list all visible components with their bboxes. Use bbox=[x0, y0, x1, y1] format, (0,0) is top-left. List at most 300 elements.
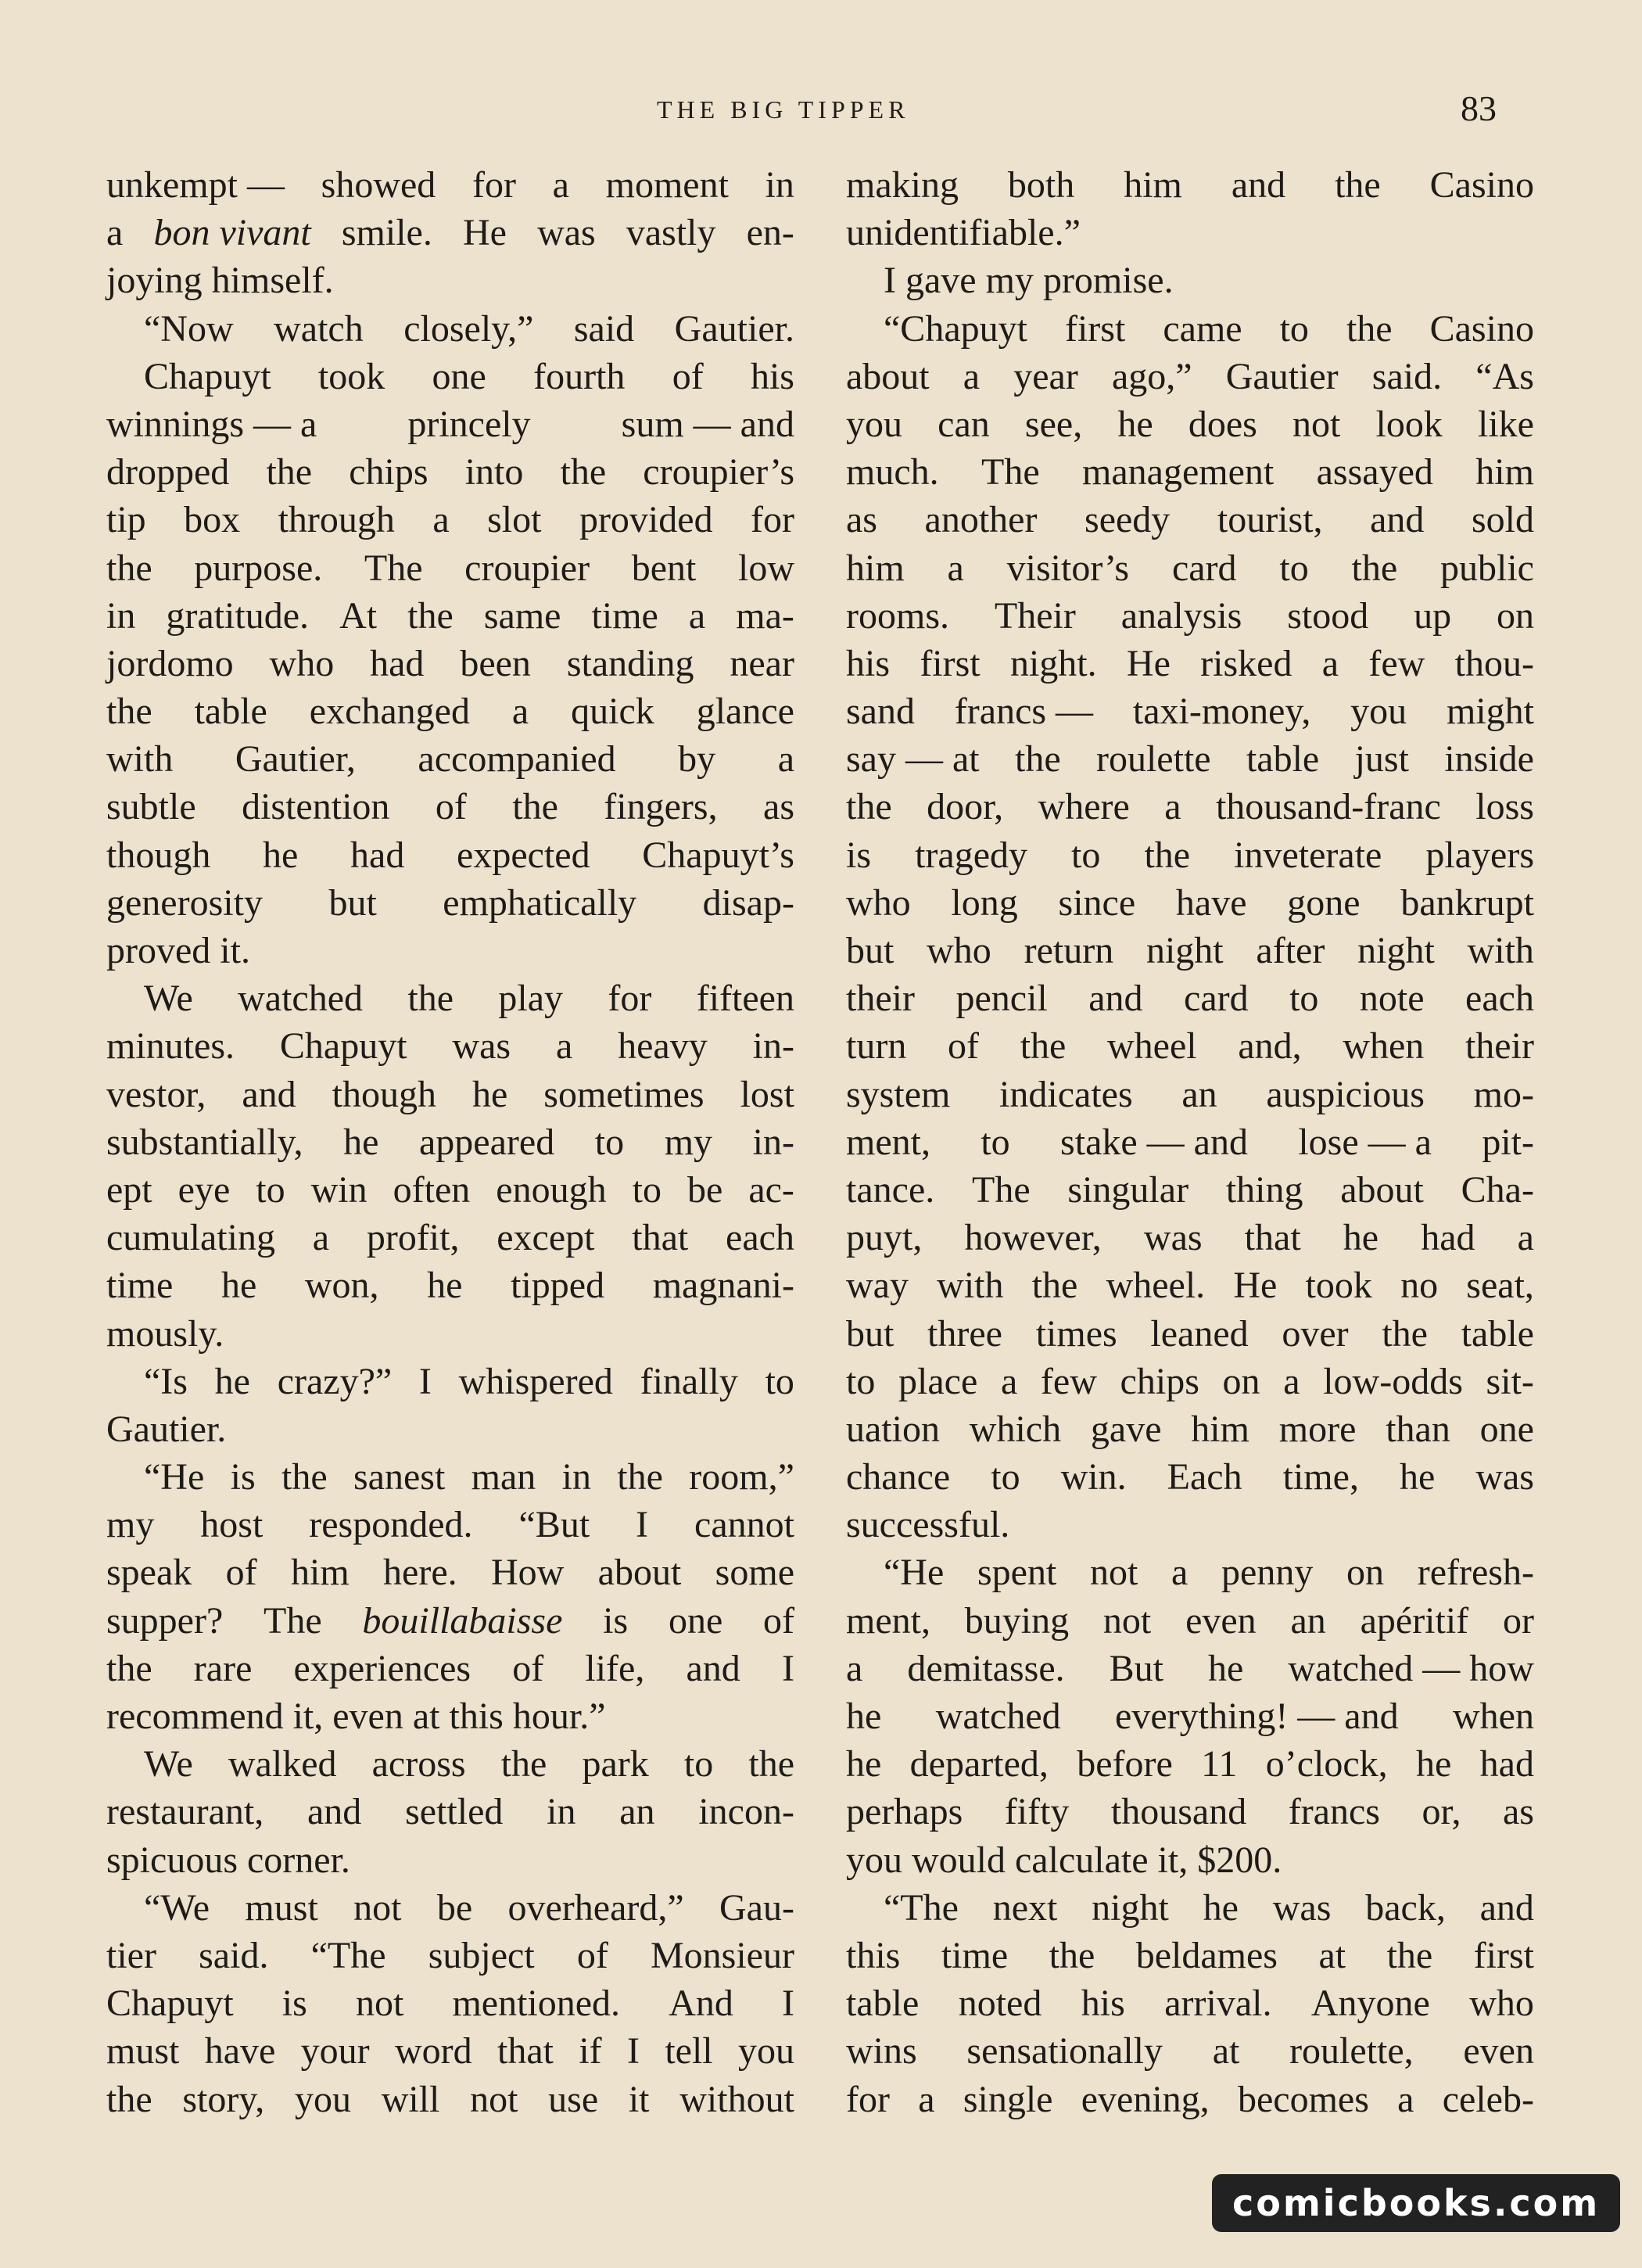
word: across bbox=[371, 1743, 466, 1785]
word: overheard,” bbox=[507, 1886, 684, 1929]
word: next bbox=[992, 1886, 1058, 1929]
text-line bbox=[846, 1692, 1534, 1740]
word: as bbox=[1503, 1791, 1534, 1833]
word: analysis bbox=[1120, 594, 1242, 637]
text-line bbox=[106, 1884, 794, 1932]
word: a bbox=[947, 547, 964, 589]
word: the bbox=[1049, 1934, 1095, 1976]
word: it, bbox=[1157, 1839, 1188, 1881]
word: bent bbox=[631, 547, 697, 589]
word: corner. bbox=[247, 1839, 350, 1881]
word: first bbox=[920, 642, 981, 684]
word: taxi-money, bbox=[1132, 691, 1311, 733]
word: to bbox=[765, 1360, 794, 1402]
word: card bbox=[1171, 547, 1237, 589]
word: and bbox=[1370, 499, 1425, 541]
word: The bbox=[972, 1168, 1031, 1211]
word: a bbox=[963, 355, 981, 397]
word: watched bbox=[935, 1696, 1061, 1737]
word: you bbox=[1350, 691, 1407, 733]
word: Chapuyt bbox=[106, 1983, 234, 2025]
word: proved bbox=[106, 930, 211, 971]
word: with bbox=[1467, 930, 1534, 971]
word: a bbox=[1321, 642, 1339, 684]
word: and bbox=[1088, 978, 1143, 1020]
word: the bbox=[1014, 738, 1061, 781]
word: him bbox=[291, 1552, 350, 1594]
word: look bbox=[1375, 403, 1443, 445]
word: apéritif bbox=[1360, 1599, 1469, 1642]
word: some bbox=[715, 1552, 794, 1594]
text-line bbox=[846, 1071, 1534, 1118]
word: not bbox=[1102, 1599, 1152, 1642]
word: At bbox=[339, 594, 378, 637]
text-line bbox=[846, 927, 1534, 974]
word: “Now bbox=[144, 307, 234, 350]
word: finally bbox=[640, 1360, 738, 1402]
word: a bbox=[312, 1217, 330, 1259]
word: each bbox=[1465, 978, 1534, 1020]
text-line bbox=[106, 1501, 794, 1548]
word: a bbox=[1164, 786, 1181, 828]
text-line bbox=[846, 496, 1534, 544]
word: to bbox=[1289, 978, 1319, 1020]
text-line bbox=[846, 1788, 1534, 1836]
text-line bbox=[846, 161, 1534, 209]
word: to bbox=[594, 1121, 625, 1163]
word: the bbox=[266, 451, 313, 493]
word: “Chapuyt bbox=[884, 307, 1027, 350]
word: the bbox=[560, 451, 607, 493]
word: standing bbox=[566, 642, 694, 684]
text-line bbox=[106, 640, 794, 687]
word: Gautier. bbox=[106, 1408, 227, 1450]
word: slot bbox=[487, 499, 542, 541]
word: box bbox=[184, 499, 241, 541]
word: expected bbox=[457, 834, 590, 876]
word: and bbox=[242, 1073, 296, 1115]
text-line bbox=[846, 400, 1534, 448]
word: night. bbox=[1009, 642, 1097, 684]
word: he bbox=[1399, 1456, 1436, 1498]
word: he bbox=[1208, 1647, 1244, 1689]
word: like bbox=[1477, 403, 1534, 445]
word: sanest bbox=[353, 1456, 446, 1498]
word: pencil bbox=[955, 978, 1048, 1020]
word: at bbox=[412, 1696, 440, 1737]
word: incon- bbox=[698, 1791, 794, 1833]
text-line bbox=[106, 496, 794, 544]
word: risked bbox=[1200, 642, 1292, 684]
word: one bbox=[668, 1599, 723, 1642]
text-line bbox=[106, 2027, 794, 2075]
word: low-odds bbox=[1323, 1360, 1463, 1402]
word: of bbox=[435, 786, 467, 828]
word: but bbox=[328, 881, 377, 924]
word: his bbox=[1081, 1983, 1125, 2025]
word: which bbox=[969, 1408, 1062, 1450]
word: Casino bbox=[1429, 164, 1534, 206]
word: of bbox=[948, 1025, 979, 1068]
word: fifty bbox=[1004, 1791, 1070, 1833]
word: Gautier bbox=[1225, 355, 1339, 397]
text-line bbox=[106, 1597, 794, 1645]
word: who bbox=[269, 642, 335, 684]
word: princely bbox=[407, 403, 531, 445]
word: the bbox=[106, 547, 152, 589]
word: for bbox=[751, 499, 794, 541]
word: the bbox=[1386, 1934, 1433, 1976]
word: How bbox=[490, 1552, 565, 1594]
word: that bbox=[497, 2030, 554, 2072]
word: Their bbox=[994, 594, 1076, 637]
word: supper? bbox=[106, 1599, 224, 1642]
word: you bbox=[737, 2030, 794, 2072]
word: and bbox=[1231, 164, 1286, 206]
word: beldames bbox=[1135, 1934, 1278, 1976]
word: stood bbox=[1287, 594, 1369, 637]
word: to bbox=[981, 1121, 1010, 1163]
word: was bbox=[537, 212, 596, 254]
word: ma- bbox=[736, 594, 794, 637]
text-line bbox=[846, 879, 1534, 927]
word: table bbox=[1246, 738, 1320, 781]
word: over bbox=[1282, 1312, 1349, 1355]
text-line bbox=[106, 735, 794, 783]
text-line bbox=[846, 1453, 1534, 1501]
text-line bbox=[846, 1501, 1534, 1548]
word: Anyone bbox=[1310, 1983, 1430, 2025]
word: cannot bbox=[694, 1504, 794, 1546]
word: card bbox=[1184, 978, 1249, 1020]
word: often bbox=[393, 1168, 471, 1211]
word: Chapuyt’s bbox=[642, 834, 794, 876]
word: does bbox=[1188, 403, 1257, 445]
word: “As bbox=[1475, 355, 1534, 397]
text-line bbox=[846, 1979, 1534, 2027]
word: I bbox=[884, 260, 896, 302]
word: the bbox=[1031, 1265, 1078, 1307]
text-line bbox=[106, 1548, 794, 1596]
word: time bbox=[106, 1265, 174, 1307]
text-line bbox=[846, 1548, 1534, 1596]
word: thing bbox=[1225, 1168, 1303, 1211]
word: celeb- bbox=[1442, 2078, 1534, 2120]
word: We bbox=[144, 978, 193, 1020]
word: times bbox=[1035, 1312, 1117, 1355]
word: table bbox=[1461, 1312, 1534, 1355]
text-line bbox=[846, 1358, 1534, 1405]
running-title: THE BIG TIPPER bbox=[657, 95, 910, 124]
word: few bbox=[1040, 1360, 1097, 1402]
word: croupier bbox=[464, 547, 590, 589]
word: Cha- bbox=[1461, 1168, 1534, 1211]
word: play bbox=[498, 978, 564, 1020]
word: he bbox=[1203, 1886, 1239, 1929]
text-line bbox=[106, 1740, 794, 1788]
running-header bbox=[0, 88, 1642, 135]
text-line bbox=[846, 735, 1534, 783]
word: was bbox=[452, 1025, 511, 1068]
word: “Is bbox=[144, 1360, 188, 1402]
word: on bbox=[1222, 1360, 1260, 1402]
word: though bbox=[106, 834, 211, 876]
word: a bbox=[846, 1647, 863, 1689]
word: not bbox=[1089, 1552, 1138, 1594]
word: night bbox=[1145, 930, 1224, 971]
text-line bbox=[846, 2027, 1534, 2075]
word: spent bbox=[977, 1552, 1057, 1594]
text-line bbox=[106, 257, 794, 304]
text-line bbox=[106, 974, 794, 1022]
word: win. bbox=[1060, 1456, 1127, 1498]
word: place bbox=[898, 1360, 978, 1402]
word: who bbox=[927, 930, 991, 971]
word: watched — how bbox=[1288, 1647, 1534, 1689]
word: said. bbox=[199, 1934, 269, 1976]
text-line bbox=[106, 1932, 794, 1979]
word: tragedy bbox=[915, 834, 1027, 876]
word: night bbox=[1357, 930, 1435, 971]
word: successful. bbox=[846, 1504, 1010, 1546]
text-line bbox=[846, 640, 1534, 687]
text-line bbox=[106, 1358, 794, 1405]
word: you bbox=[294, 2078, 351, 2120]
word: when bbox=[1343, 1025, 1425, 1068]
word: Chapuyt bbox=[279, 1025, 407, 1068]
word: he bbox=[427, 1265, 463, 1307]
word: singular bbox=[1067, 1168, 1189, 1211]
word: gave bbox=[905, 260, 977, 302]
word: management bbox=[1082, 451, 1275, 493]
word: unidentifiable.” bbox=[846, 212, 1081, 254]
text-line bbox=[106, 1788, 794, 1836]
text-line bbox=[846, 1261, 1534, 1309]
text-line bbox=[846, 1405, 1534, 1453]
word: that bbox=[632, 1217, 689, 1259]
word: for bbox=[846, 2078, 890, 2120]
word: visitor’s bbox=[1006, 547, 1130, 589]
word: sand bbox=[846, 691, 915, 733]
word: about bbox=[1340, 1168, 1424, 1211]
word: time bbox=[941, 1934, 1009, 1976]
word: rooms. bbox=[846, 594, 949, 637]
text-line bbox=[846, 687, 1534, 735]
word: he bbox=[1343, 1217, 1379, 1259]
word: mentioned. bbox=[452, 1983, 621, 2025]
text-line bbox=[106, 783, 794, 831]
word: francs bbox=[1288, 1791, 1380, 1833]
word: Chapuyt bbox=[144, 355, 271, 397]
word: for bbox=[471, 164, 516, 206]
word: subtle bbox=[106, 786, 196, 828]
word: that bbox=[1244, 1217, 1301, 1259]
word: disap- bbox=[702, 881, 794, 924]
word: penny bbox=[1221, 1552, 1314, 1594]
text-line bbox=[106, 1118, 794, 1166]
word: even bbox=[1463, 2030, 1534, 2072]
word: much. bbox=[846, 451, 939, 493]
word: as bbox=[763, 786, 794, 828]
word: he bbox=[846, 1743, 882, 1785]
word: however, bbox=[964, 1217, 1102, 1259]
word: a bbox=[511, 691, 529, 733]
word: is bbox=[846, 834, 872, 876]
word: in- bbox=[752, 1025, 794, 1068]
word: We bbox=[144, 1743, 193, 1785]
word: say — at bbox=[846, 738, 980, 781]
word: of bbox=[576, 1934, 608, 1976]
word: settled bbox=[405, 1791, 504, 1833]
word: both bbox=[1007, 164, 1075, 206]
word: time, bbox=[1282, 1456, 1359, 1498]
word: the bbox=[1351, 547, 1398, 589]
word: he bbox=[1416, 1743, 1452, 1785]
word: But bbox=[1109, 1647, 1164, 1689]
word: him bbox=[846, 547, 905, 589]
word: loss bbox=[1475, 786, 1534, 828]
word: though bbox=[332, 1073, 437, 1115]
word: is bbox=[603, 1599, 629, 1642]
word: had bbox=[370, 642, 425, 684]
word: an bbox=[1290, 1599, 1326, 1642]
word: players bbox=[1425, 834, 1534, 876]
text-line bbox=[846, 783, 1534, 831]
word: auspicious bbox=[1266, 1073, 1425, 1115]
text-line bbox=[846, 1884, 1534, 1932]
word: you bbox=[846, 1839, 902, 1881]
word: “He bbox=[144, 1456, 205, 1498]
word: same bbox=[483, 594, 561, 637]
word: than bbox=[1386, 1408, 1450, 1450]
word: the bbox=[512, 786, 558, 828]
word: showed bbox=[321, 164, 436, 206]
text-line bbox=[106, 544, 794, 592]
text-line bbox=[846, 257, 1534, 304]
word: lose — a bbox=[1298, 1121, 1432, 1163]
word: a bbox=[1397, 2078, 1414, 2120]
word: provided bbox=[579, 499, 713, 541]
word: generosity bbox=[106, 881, 263, 924]
word: demitasse. bbox=[907, 1647, 1065, 1689]
word: of bbox=[512, 1647, 544, 1689]
word: moment bbox=[605, 164, 729, 206]
word: when bbox=[1453, 1696, 1534, 1737]
text-line bbox=[106, 1979, 794, 2027]
word: of bbox=[672, 355, 704, 397]
text-line bbox=[846, 305, 1534, 353]
text-line bbox=[846, 1836, 1534, 1884]
word: note bbox=[1359, 978, 1425, 1020]
word: everything! — and bbox=[1115, 1696, 1399, 1737]
word: himself. bbox=[211, 260, 334, 302]
word: purpose. bbox=[194, 547, 323, 589]
word: tier bbox=[106, 1934, 156, 1976]
word: in bbox=[561, 1456, 591, 1498]
text-line bbox=[106, 448, 794, 496]
word: the bbox=[106, 1647, 152, 1689]
word: perhaps bbox=[846, 1791, 963, 1833]
word: been bbox=[460, 642, 531, 684]
word: thousand bbox=[1110, 1791, 1247, 1833]
text-line bbox=[106, 1692, 794, 1740]
word: assayed bbox=[1316, 451, 1433, 493]
word: the bbox=[846, 786, 892, 828]
word: subject bbox=[428, 1934, 535, 1976]
word: wheel. bbox=[1106, 1265, 1206, 1307]
word: this bbox=[846, 1934, 901, 1976]
word: him bbox=[1475, 451, 1534, 493]
word: mously. bbox=[106, 1312, 224, 1355]
text-line bbox=[106, 687, 794, 735]
word: will bbox=[381, 2078, 440, 2120]
word: the bbox=[748, 1743, 794, 1785]
word: he bbox=[846, 1696, 882, 1737]
text-line bbox=[106, 1645, 794, 1692]
word: was bbox=[1143, 1217, 1203, 1259]
word: joying bbox=[106, 260, 203, 302]
word: or bbox=[1502, 1599, 1534, 1642]
word: near bbox=[730, 642, 794, 684]
word: in bbox=[547, 1791, 576, 1833]
word: with bbox=[937, 1265, 1004, 1307]
word: as bbox=[846, 499, 877, 541]
word: seat, bbox=[1466, 1265, 1534, 1307]
word: man bbox=[471, 1456, 536, 1498]
word: the bbox=[617, 1456, 663, 1498]
word: whispered bbox=[458, 1360, 613, 1402]
word: must bbox=[245, 1886, 318, 1929]
word: one bbox=[432, 355, 486, 397]
word: watched bbox=[238, 978, 364, 1020]
text-line bbox=[846, 1597, 1534, 1645]
text-line bbox=[846, 353, 1534, 400]
word: door, bbox=[927, 786, 1004, 828]
text-line bbox=[106, 1166, 794, 1214]
word: tip bbox=[106, 499, 146, 541]
word: spicuous bbox=[106, 1839, 238, 1881]
word: way bbox=[846, 1265, 909, 1307]
word: “But bbox=[518, 1504, 590, 1546]
word: of bbox=[763, 1599, 794, 1642]
word: about bbox=[597, 1552, 682, 1594]
word: three bbox=[927, 1312, 1002, 1355]
word: he bbox=[343, 1121, 379, 1163]
word: to bbox=[846, 1360, 876, 1402]
word: the bbox=[500, 1743, 547, 1785]
word: park bbox=[582, 1743, 649, 1785]
word: my bbox=[106, 1504, 155, 1546]
word: recommend bbox=[106, 1696, 284, 1737]
word: hour.” bbox=[512, 1696, 606, 1737]
word: “We bbox=[144, 1886, 210, 1929]
word: have bbox=[1175, 881, 1247, 924]
word: or, bbox=[1422, 1791, 1461, 1833]
word: table bbox=[846, 1983, 920, 2025]
word: winnings — a bbox=[106, 403, 317, 445]
word: another bbox=[924, 499, 1038, 541]
word: in bbox=[765, 164, 794, 206]
word: o’clock, bbox=[1265, 1743, 1388, 1785]
word: this bbox=[449, 1696, 504, 1737]
text-line bbox=[106, 1405, 794, 1453]
word: sum — and bbox=[621, 403, 794, 445]
word: a bbox=[552, 164, 569, 206]
text-line bbox=[106, 1214, 794, 1261]
word: can bbox=[938, 403, 990, 445]
word: speak bbox=[106, 1552, 192, 1594]
word: chance bbox=[846, 1456, 951, 1498]
